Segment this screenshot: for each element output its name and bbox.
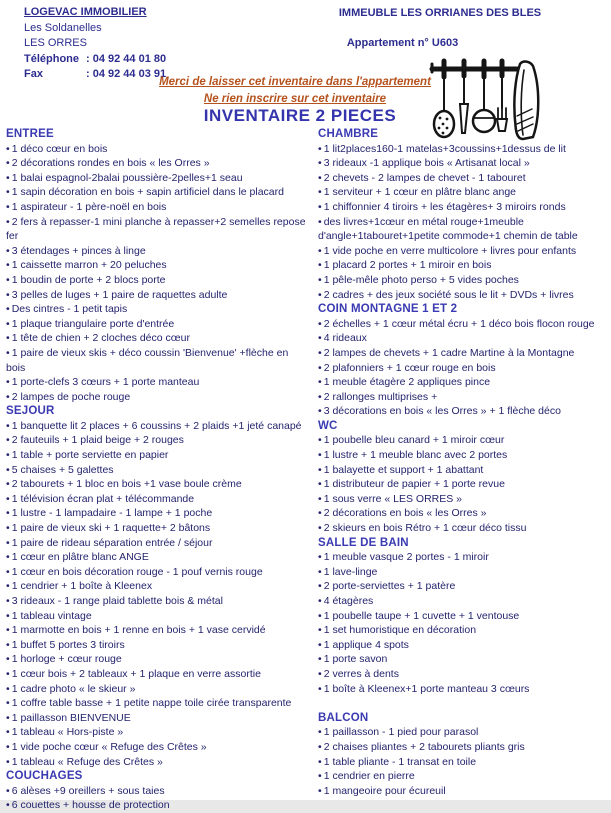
inventory-item: • 1 vide poche en verre multicolore + livres pour enfants [318, 244, 610, 259]
inventory-item: • 2 échelles + 1 cœur métal écru + 1 déco bois flocon rouge [318, 317, 610, 332]
inventory-item: • 1 aspirateur - 1 père-noël en bois [6, 200, 310, 215]
inventory-item: • 1 paire de rideau séparation entrée / séjour [6, 536, 310, 551]
inventory-item: • 1 déco cœur en bois [6, 142, 310, 157]
inventory-item: • 1 meuble étagère 2 appliques pince [318, 375, 610, 390]
inventory-item: • 1 coffre table basse + 1 petite nappe toile cirée transparente [6, 696, 310, 711]
company-name: LOGEVAC IMMOBILIER [24, 6, 147, 18]
inventory-item: • 1 paillasson BIENVENUE [6, 711, 310, 726]
inventory-item: • 1 tableau « Refuge des Crêtes » [6, 755, 310, 770]
inventory-item: • 6 alèses +9 oreillers + sous taies [6, 784, 310, 799]
inventory-item: • des livres+1cœur en métal rouge+1meuble d'angle+1tabouret+1petite commode+1 chemin de table [318, 215, 610, 244]
section-heading: ENTREE [6, 128, 54, 140]
inventory-item: • 2 skieurs en bois Rétro + 1 cœur déco tissu [318, 521, 610, 536]
inventory-item: • 1 tableau « Hors-piste » [6, 725, 310, 740]
inventory-item: • 1 paillasson - 1 pied pour parasol [318, 725, 610, 740]
inventory-item: • 1 boîte à Kleenex+1 porte manteau 3 cœurs [318, 682, 610, 697]
inventory-item: • 1 lit2places160-1 matelas+3coussins+1dessus de lit [318, 142, 610, 157]
inventory-item: • 2 décorations en bois « les Orres » [318, 506, 610, 521]
building-name: IMMEUBLE LES ORRIANES DES BLES [338, 7, 542, 19]
section-heading: COIN MONTAGNE 1 ET 2 [318, 303, 458, 316]
inventory-item: • 1 applique 4 spots [318, 638, 610, 653]
inventory-item: • 1 lustre + 1 meuble blanc avec 2 portes [318, 448, 610, 463]
inventory-item: • 1 boudin de porte + 2 blocs porte [6, 273, 310, 288]
inventory-item: • 1 marmotte en bois + 1 renne en bois + 1 vase cervidé [6, 623, 310, 638]
inventory-item: • 1 poubelle taupe + 1 cuvette + 1 ventouse [318, 609, 610, 624]
section-heading: CHAMBRE [318, 128, 379, 140]
inventory-item: • 1 cœur en bois décoration rouge - 1 pouf vernis rouge [6, 565, 310, 580]
inventory-item: • 5 chaises + 5 galettes [6, 463, 310, 478]
inventory-item: • Des cintres - 1 petit tapis [6, 302, 310, 317]
section-heading: WC [318, 419, 338, 432]
inventory-item: • 1 sous verre « LES ORRES » [318, 492, 610, 507]
section-heading: BALCON [318, 711, 369, 724]
inventory-item: • 1 sapin décoration en bois + sapin artificiel dans le placard [6, 185, 310, 200]
inventory-item: • 1 banquette lit 2 places + 6 coussins + 2 plaids +1 jeté canapé [6, 419, 310, 434]
inventory-item: • 2 fauteuils + 1 plaid beige + 2 rouges [6, 433, 310, 448]
inventory-item: • 1 lave-linge [318, 565, 610, 580]
inventory-item: • 1 cendrier + 1 boîte à Kleenex [6, 579, 310, 594]
page-title: INVENTAIRE 2 PIECES [203, 106, 397, 125]
notice-line-1: Merci de laisser cet inventaire dans l'appartement [159, 76, 431, 88]
inventory-item: • 1 caissette marron + 20 peluches [6, 258, 310, 273]
inventory-item: • 3 étendages + pinces à linge [6, 244, 310, 259]
inventory-item: • 2 décorations rondes en bois « les Orres » [6, 156, 310, 171]
inventory-item: • 1 poubelle bleu canard + 1 miroir cœur [318, 433, 610, 448]
fax-line: Fax : 04 92 44 03 91 [24, 68, 167, 81]
inventory-item: • 1 table + porte serviette en papier [6, 448, 310, 463]
inventory-item: • 2 verres à dents [318, 667, 610, 682]
inventory-item: • 3 décorations en bois « les Orres » + 1 flèche déco [318, 404, 610, 419]
inventory-item: • 1 paire de vieux ski + 1 raquette+ 2 bâtons [6, 521, 310, 536]
section-heading: SALLE DE BAIN [318, 536, 409, 549]
notice-line-2: Ne rien inscrire sur cet inventaire [203, 93, 387, 105]
inventory-item: • 1 chiffonnier 4 tiroirs + les étagères+ 3 miroirs ronds [318, 200, 610, 215]
inventory-item: • 1 mangeoire pour écureuil [318, 784, 610, 799]
inventory-item: • 2 chevets - 2 lampes de chevet - 1 tabouret [318, 171, 610, 186]
inventory-item: • 1 cadre photo « le skieur » [6, 682, 310, 697]
inventory-item: • 2 tabourets + 1 bloc en bois +1 vase boule crème [6, 477, 310, 492]
inventory-item: • 1 porte-clefs 3 cœurs + 1 porte manteau [6, 375, 310, 390]
inventory-item: • 1 lustre - 1 lampadaire - 1 lampe + 1 poche [6, 506, 310, 521]
inventory-item: • 4 rideaux [318, 331, 610, 346]
left-column [6, 127, 310, 813]
inventory-item: • 1 tableau vintage [6, 609, 310, 624]
phone-line: Téléphone : 04 92 44 01 80 [24, 52, 167, 65]
section-heading: SEJOUR [6, 405, 55, 418]
inventory-item: • 1 balayette et support + 1 abattant [318, 463, 610, 478]
inventory-item: • 2 lampes de poche rouge [6, 390, 310, 405]
inventory-item: • 1 meuble vasque 2 portes - 1 miroir [318, 550, 610, 565]
inventory-item: • 1 plaque triangulaire porte d'entrée [6, 317, 310, 332]
inventory-item: • 2 fers à repasser-1 mini planche à repasser+2 semelles repose fer [6, 215, 310, 244]
inventory-item: • 2 lampes de chevets + 1 cadre Martine à la Montagne [318, 346, 610, 361]
inventory-item: • 1 pêle-mêle photo perso + 5 vides poches [318, 273, 610, 288]
inventory-item: • 1 télévision écran plat + télécommande [6, 492, 310, 507]
inventory-item: • 1 porte savon [318, 652, 610, 667]
inventory-item: • 3 rideaux -1 applique bois « Artisanat local » [318, 156, 610, 171]
inventory-item: • 1 cendrier en pierre [318, 769, 610, 784]
inventory-item: • 1 set humoristique en décoration [318, 623, 610, 638]
inventory-item: • 1 cœur en plâtre blanc ANGE [6, 550, 310, 565]
inventory-item: • 3 pelles de luges + 1 paire de raquettes adulte [6, 288, 310, 303]
inventory-item: • 2 porte-serviettes + 1 patère [318, 579, 610, 594]
apartment-number: Appartement n° U603 [346, 37, 459, 49]
agency-header [24, 5, 166, 83]
inventory-item: • 2 plafonniers + 1 cœur rouge en bois [318, 361, 610, 376]
inventory-item: • 1 buffet 5 portes 3 tiroirs [6, 638, 310, 653]
inventory-item: • 1 horloge + cœur rouge [6, 652, 310, 667]
inventory-item: • 1 balai espagnol-2balai poussière-2pelles+1 seau [6, 171, 310, 186]
address-line: LES ORRES [24, 37, 87, 50]
inventory-item: • 1 vide poche cœur « Refuge des Crêtes » [6, 740, 310, 755]
address-line: Les Soldanelles [24, 21, 102, 34]
inventory-item: • 1 distributeur de papier + 1 porte revue [318, 477, 610, 492]
inventory-item: • 6 couettes + housse de protection [6, 798, 310, 813]
inventory-item: • 4 étagères [318, 594, 610, 609]
inventory-item: • 2 rallonges multiprises + [318, 390, 610, 405]
inventory-item: • 1 tête de chien + 2 cloches déco cœur [6, 331, 310, 346]
section-heading: COUCHAGES [6, 770, 83, 783]
inventory-item: • 1 placard 2 portes + 1 miroir en bois [318, 258, 610, 273]
inventory-item: • 3 rideaux - 1 range plaid tablette bois & métal [6, 594, 310, 609]
inventory-item: • 1 serviteur + 1 cœur en plâtre blanc ange [318, 185, 610, 200]
inventory-item: • 2 cadres + des jeux société sous le lit + DVDs + livres [318, 288, 610, 303]
inventory-item: • 1 table pliante - 1 transat en toile [318, 755, 610, 770]
inventory-item: • 2 chaises pliantes + 2 tabourets pliants gris [318, 740, 610, 755]
inventory-item: • 1 cœur bois + 2 tableaux + 1 plaque en verre assortie [6, 667, 310, 682]
right-column [318, 127, 610, 798]
inventory-item: • 1 paire de vieux skis + déco coussin 'Bienvenue' +flèche en bois [6, 346, 310, 375]
